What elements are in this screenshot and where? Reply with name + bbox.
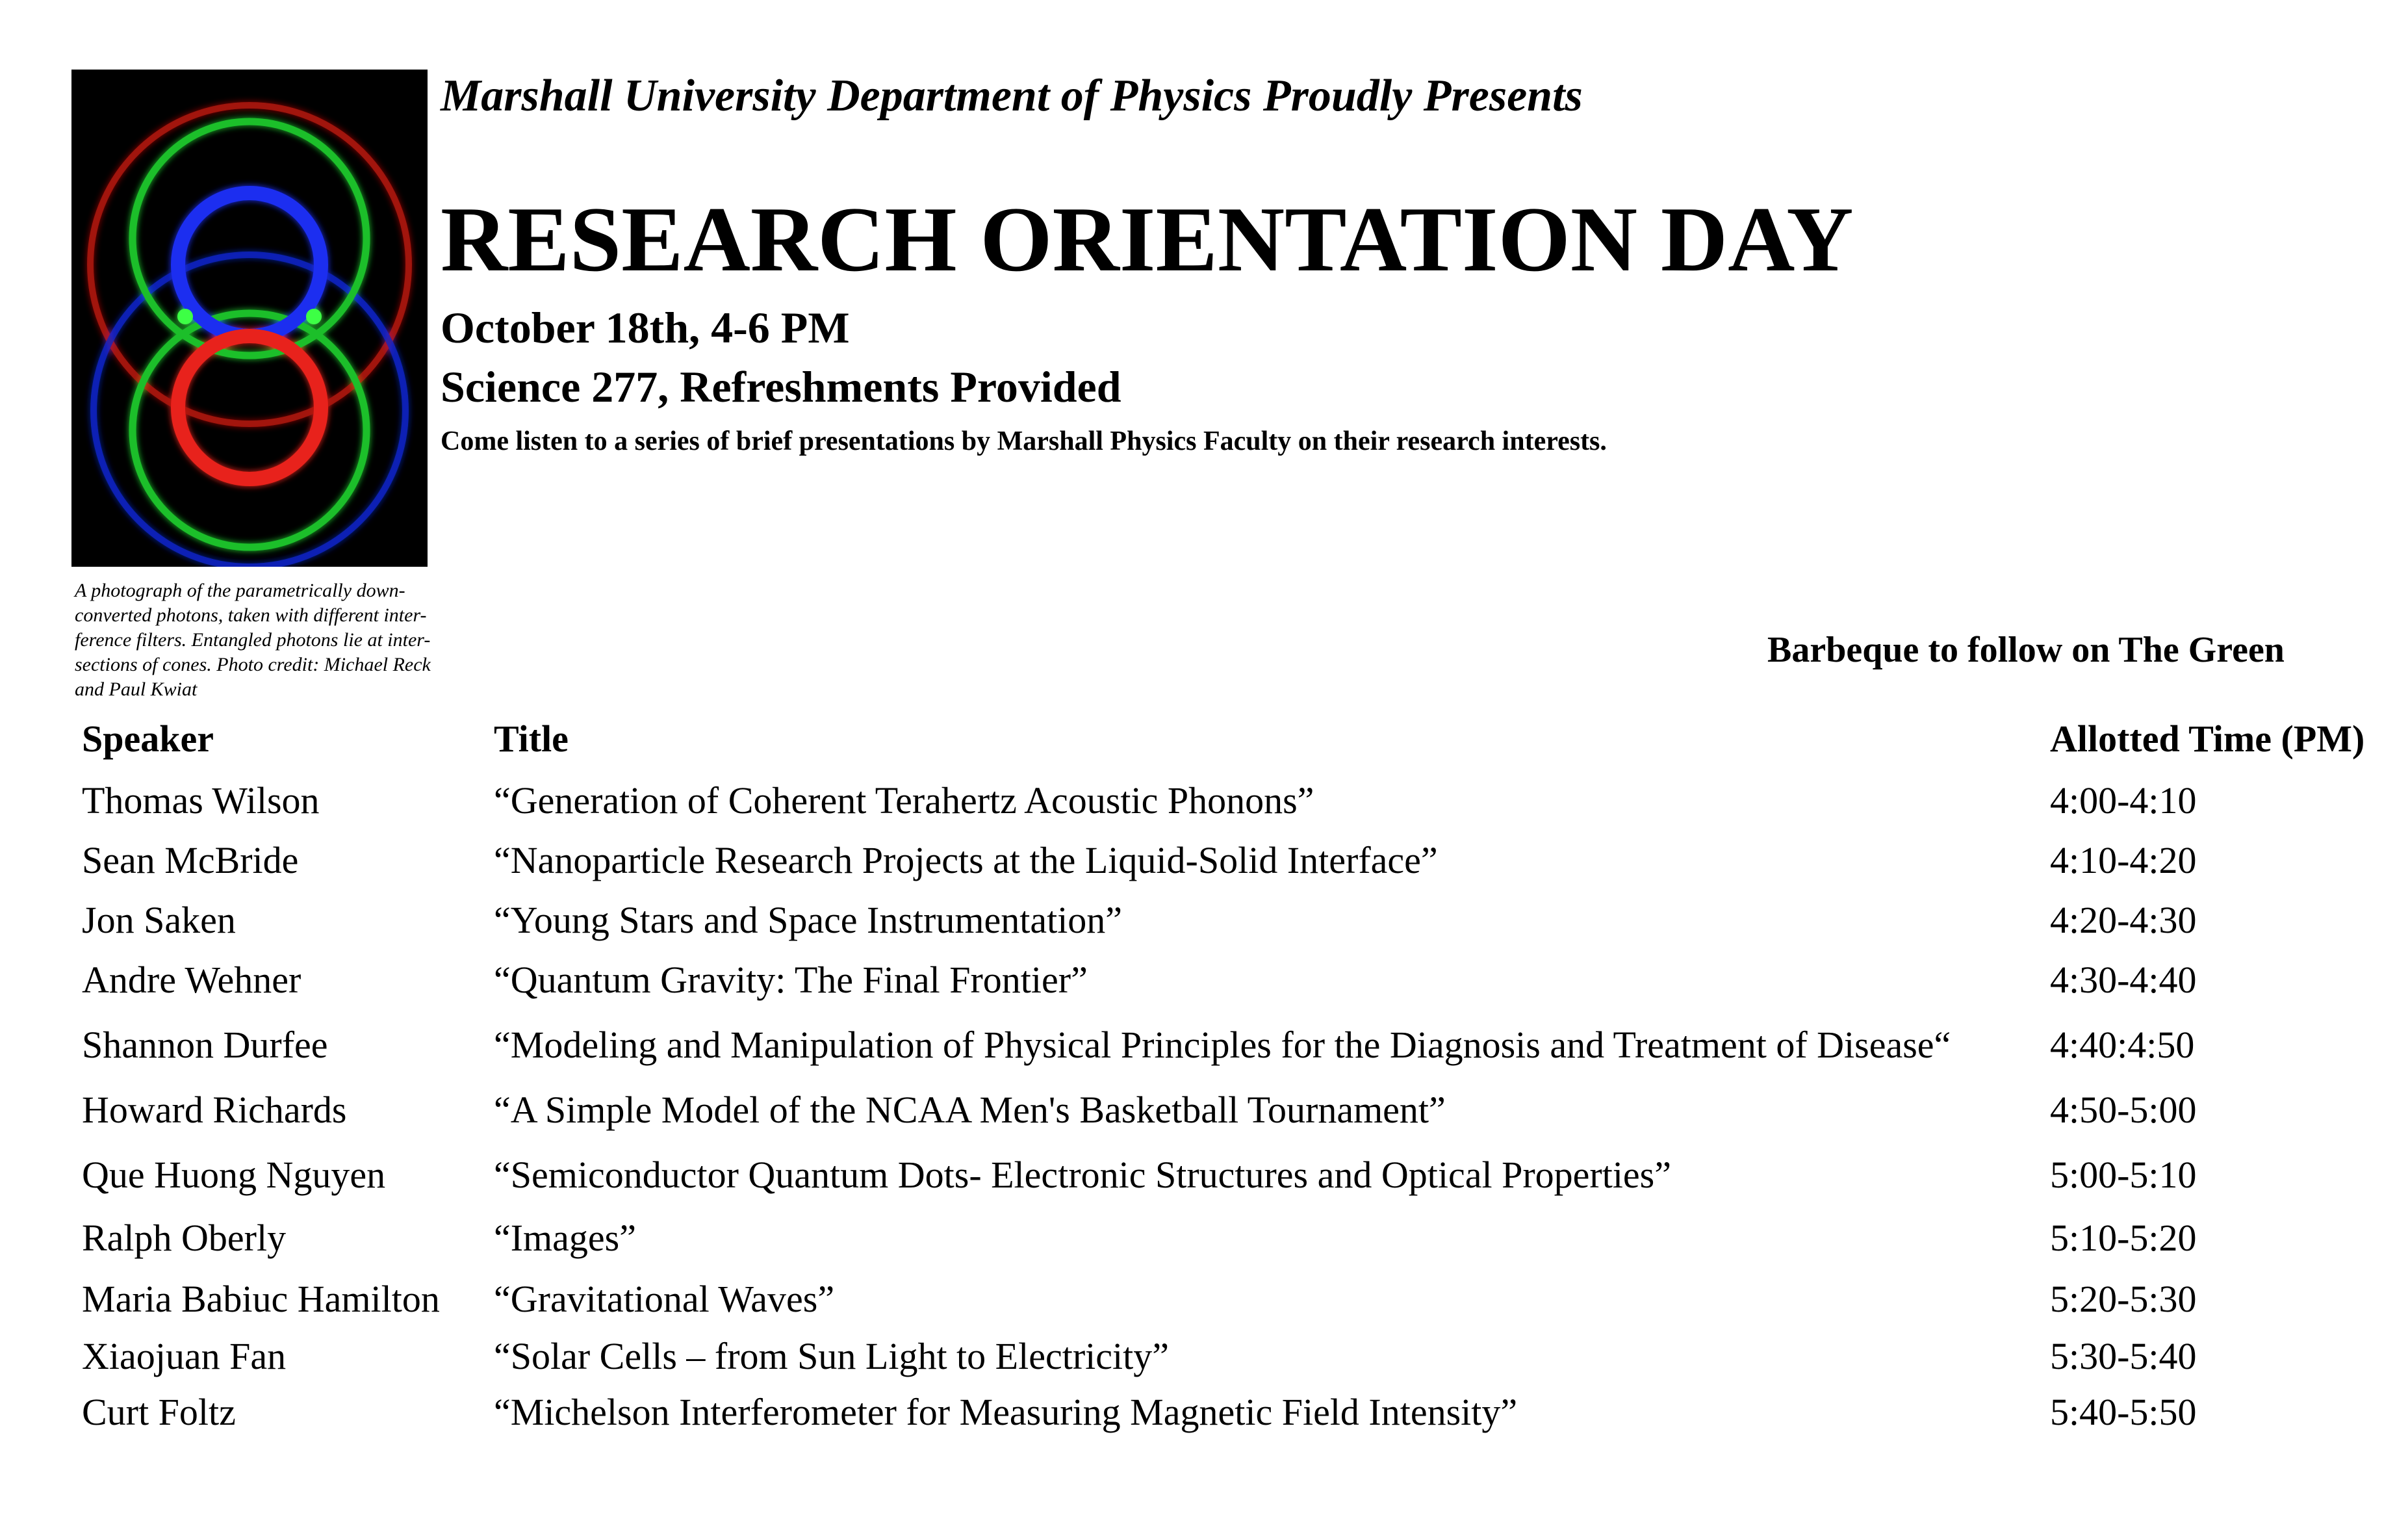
speaker-name: Maria Babiuc Hamilton	[82, 1278, 440, 1320]
speaker-name: Curt Foltz	[82, 1391, 236, 1433]
speaker-name: Sean McBride	[82, 839, 299, 881]
photo-credit: Photo credit: Michael Reck	[216, 654, 431, 675]
talk-time: 4:20-4:30	[2050, 899, 2197, 941]
talk-title: “Gravitational Waves”	[494, 1278, 835, 1320]
talk-title: “Generation of Coherent Terahertz Acoustic Phonons”	[494, 779, 1314, 822]
speaker-name: Jon Saken	[82, 899, 236, 941]
event-title: RESEARCH ORIENTATION DAY	[441, 188, 1854, 291]
talk-time: 5:30-5:40	[2050, 1335, 2197, 1377]
caption-line: ference filters. Entangled photons lie at inter-	[75, 629, 431, 651]
speaker-name: Ralph Oberly	[82, 1217, 287, 1259]
event-description: Come listen to a series of brief presentations by Marshall Physics Faculty on their research interests.	[441, 426, 1607, 456]
talk-time: 4:50-5:00	[2050, 1089, 2197, 1131]
talk-title: “Young Stars and Space Instrumentation”	[494, 899, 1123, 941]
photon-rings-photo	[71, 70, 428, 567]
speaker-name: Andre Wehner	[82, 959, 301, 1001]
talk-time: 5:20-5:30	[2050, 1278, 2197, 1320]
barbeque-note: Barbeque to follow on The Green	[1767, 630, 2285, 670]
talk-title: “Nanoparticle Research Projects at the Liquid-Solid Interface”	[494, 839, 1438, 881]
caption-line: converted photons, taken with different inter-	[75, 604, 427, 626]
caption-line: sections of cones.	[75, 654, 212, 675]
talk-title: “Modeling and Manipulation of Physical Principles for the Diagnosis and Treatment of Disease“	[494, 1024, 1951, 1066]
speaker-name: Howard Richards	[82, 1089, 347, 1131]
photon-rings-image	[71, 70, 428, 567]
talk-title: “Quantum Gravity: The Final Frontier”	[494, 959, 1088, 1001]
photo-credit-continued: and Paul Kwiat	[75, 679, 198, 700]
talk-time: 4:10-4:20	[2050, 839, 2197, 881]
talk-title: “Semiconductor Quantum Dots- Electronic Structures and Optical Properties”	[494, 1154, 1671, 1196]
caption-line-with-credit	[75, 653, 523, 677]
photo-caption	[75, 578, 523, 702]
speaker-name: Thomas Wilson	[82, 779, 320, 822]
talk-title: “A Simple Model of the NCAA Men's Basketball Tournament”	[494, 1089, 1446, 1131]
event-date: October 18th, 4-6 PM	[441, 303, 850, 352]
talk-time: 4:30-4:40	[2050, 959, 2197, 1001]
event-location: Science 277, Refreshments Provided	[441, 362, 1121, 411]
talk-time: 4:00-4:10	[2050, 779, 2197, 822]
speaker-name: Xiaojuan Fan	[82, 1335, 287, 1377]
header-title: Title	[494, 718, 569, 760]
talk-title: “Solar Cells – from Sun Light to Electricity”	[494, 1335, 1169, 1377]
talk-time: 5:40-5:50	[2050, 1391, 2197, 1433]
header-speaker: Speaker	[82, 718, 214, 760]
speaker-name: Shannon Durfee	[82, 1024, 328, 1066]
talk-title: “Michelson Interferometer for Measuring Magnetic Field Intensity”	[494, 1391, 1518, 1433]
speaker-name: Que Huong Nguyen	[82, 1154, 386, 1196]
talk-title: “Images”	[494, 1217, 636, 1259]
talk-time: 4:40:4:50	[2050, 1024, 2195, 1066]
talk-time: 5:10-5:20	[2050, 1217, 2197, 1259]
caption-line: A photograph of the parametrically down-	[75, 580, 405, 601]
talk-time: 5:00-5:10	[2050, 1154, 2197, 1196]
presenter-line: Marshall University Department of Physics Proudly Presents	[441, 71, 1583, 121]
header-time: Allotted Time (PM)	[2050, 718, 2365, 760]
